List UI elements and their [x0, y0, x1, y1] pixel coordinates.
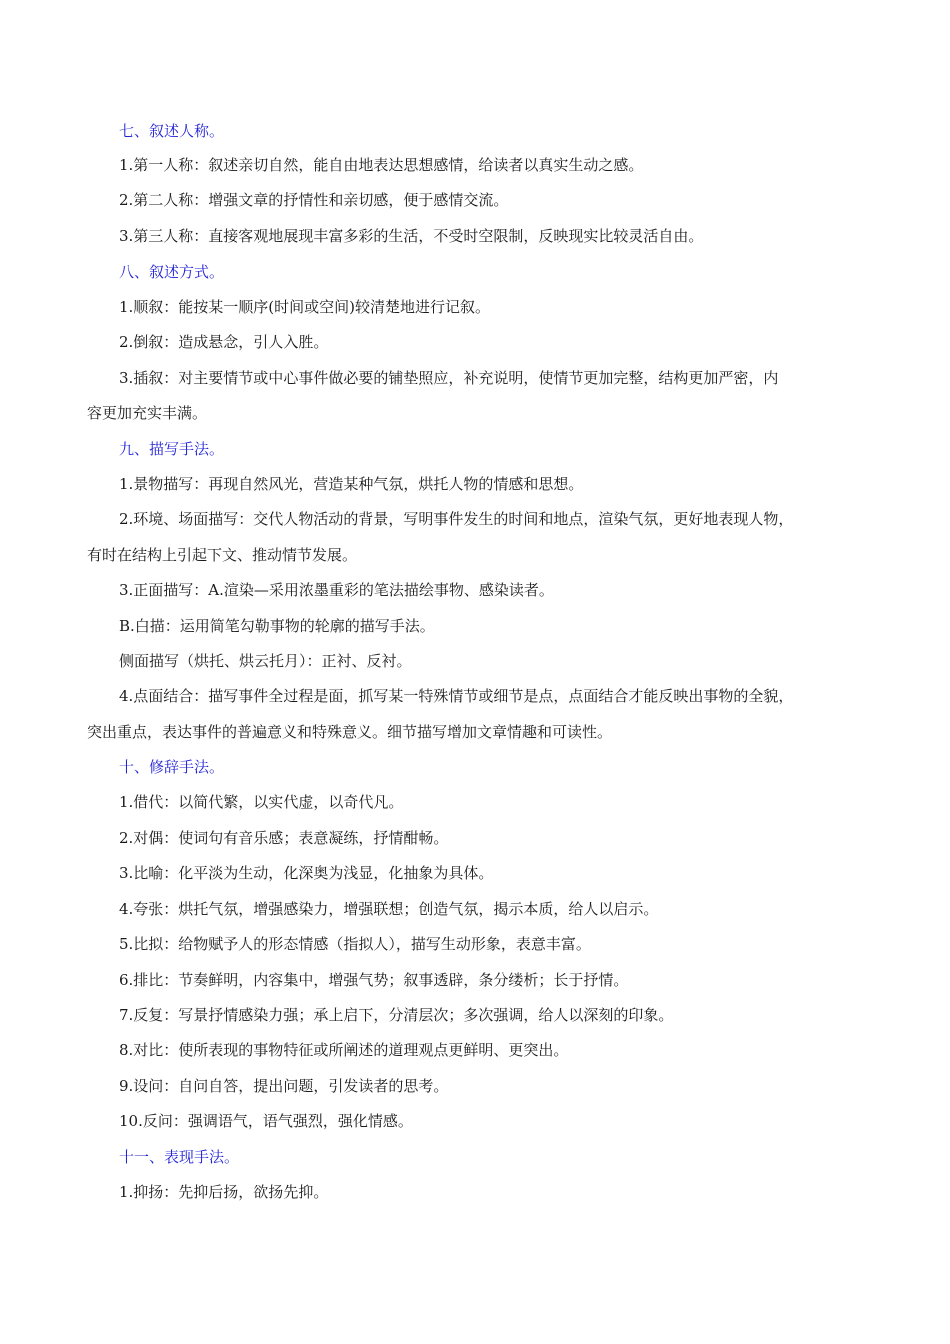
paragraph-line: 4.夸张：烘托气氛，增强感染力，增强联想；创造气氛，揭示本质，给人以启示。	[119, 900, 659, 918]
paragraph-line: 9.设问：自问自答，提出问题，引发读者的思考。	[119, 1077, 449, 1095]
paragraph-line: 3.第三人称：直接客观地展现丰富多彩的生活，不受时空限制，反映现实比较灵活自由。	[119, 227, 704, 245]
section-heading-narrative-mode: 八、叙述方式。	[119, 263, 225, 281]
section-heading-rhetorical-devices: 十、修辞手法。	[119, 758, 225, 776]
paragraph-line: 2.第二人称：增强文章的抒情性和亲切感，便于感情交流。	[119, 191, 509, 209]
paragraph-line: 有时在结构上引起下文、推动情节发展。	[87, 546, 358, 564]
paragraph-line: 5.比拟：给物赋予人的形态情感（指拟人），描写生动形象，表意丰富。	[119, 935, 591, 953]
paragraph-line: 1.第一人称：叙述亲切自然，能自由地表达思想感情，给读者以真实生动之感。	[119, 156, 644, 174]
paragraph-line: 1.景物描写：再现自然风光，营造某种气氛，烘托人物的情感和思想。	[119, 475, 584, 493]
paragraph-line: 3.比喻：化平淡为生动，化深奥为浅显，化抽象为具体。	[119, 864, 494, 882]
section-heading-narrative-person: 七、叙述人称。	[119, 122, 225, 140]
section-heading-description-techniques: 九、描写手法。	[119, 440, 225, 458]
section-heading-expression-techniques: 十一、表现手法。	[119, 1148, 240, 1166]
paragraph-line: 容更加充实丰满。	[87, 404, 208, 422]
paragraph-line: 1.借代：以简代繁，以实代虚，以奇代凡。	[119, 793, 404, 811]
paragraph-line: 2.倒叙：造成悬念，引人入胜。	[119, 333, 329, 351]
paragraph-line: 2.环境、场面描写：交代人物活动的背景，写明事件发生的时间和地点，渲染气氛，更好地表现人物，	[119, 510, 794, 528]
paragraph-line: 侧面描写（烘托、烘云托月）：正衬、反衬。	[119, 652, 412, 670]
paragraph-line: 突出重点，表达事件的普遍意义和特殊意义。细节描写增加文章情趣和可读性。	[87, 723, 613, 741]
paragraph-line: 2.对偶：使词句有音乐感；表意凝练，抒情酣畅。	[119, 829, 449, 847]
paragraph-line: 1.抑扬：先抑后扬，欲扬先抑。	[119, 1183, 329, 1201]
paragraph-line: 7.反复：写景抒情感染力强；承上启下，分清层次；多次强调，给人以深刻的印象。	[119, 1006, 674, 1024]
paragraph-line: 4.点面结合：描写事件全过程是面，抓写某一特殊情节或细节是点，点面结合才能反映出事物的全貌，	[119, 687, 794, 705]
paragraph-line: 6.排比：节奏鲜明，内容集中，增强气势；叙事透辟，条分缕析；长于抒情。	[119, 971, 629, 989]
paragraph-line: 3.正面描写：A.渲染—采用浓墨重彩的笔法描绘事物、感染读者。	[119, 581, 554, 599]
paragraph-line: 8.对比：使所表现的事物特征或所阐述的道理观点更鲜明、更突出。	[119, 1041, 569, 1059]
paragraph-line: 3.插叙：对主要情节或中心事件做必要的铺垫照应，补充说明，使情节更加完整，结构更加严密，内	[119, 369, 779, 387]
paragraph-line: 10.反问：强调语气，语气强烈，强化情感。	[119, 1112, 413, 1130]
paragraph-line: 1.顺叙：能按某一顺序(时间或空间)较清楚地进行记叙。	[119, 298, 491, 316]
paragraph-line: B.白描：运用简笔勾勒事物的轮廓的描写手法。	[119, 617, 435, 635]
